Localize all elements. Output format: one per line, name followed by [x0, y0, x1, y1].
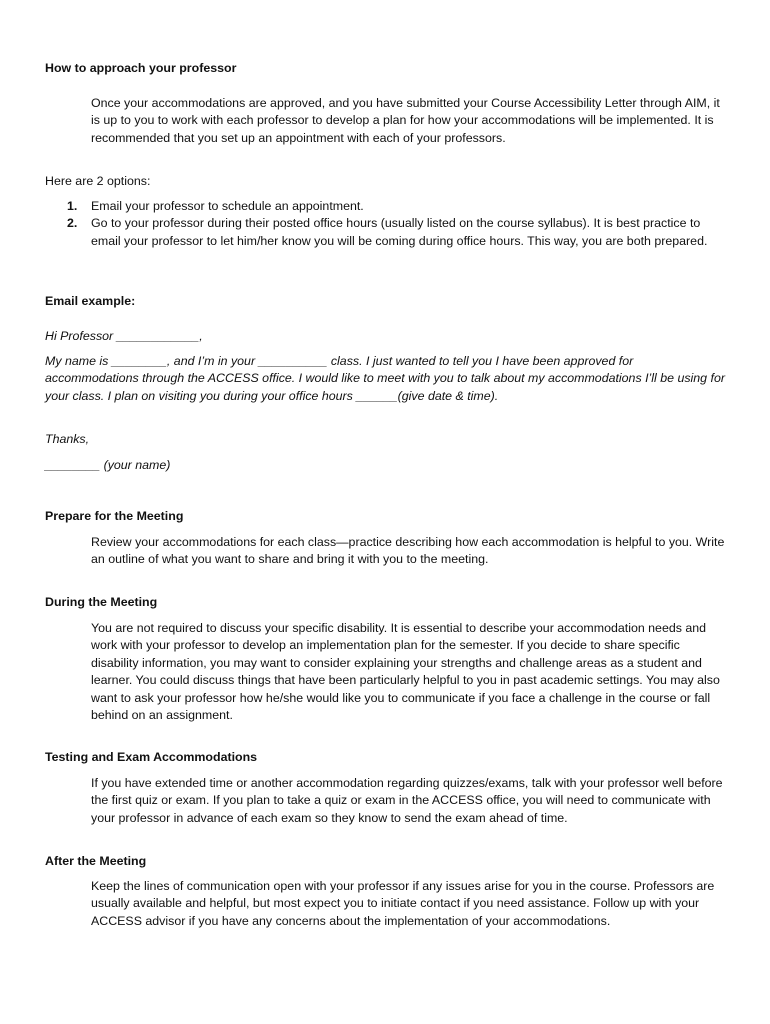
- option-text: Email your professor to schedule an appointment.: [91, 199, 364, 213]
- approach-intro: Once your accommodations are approved, and you have submitted your Course Accessibility Letter through AIM, it is up to you to work with each professor to develop a plan for how your accommodations will be implemented. It is recommended that you set up an appointment with each of your professors.: [91, 96, 720, 145]
- prepare-heading: Prepare for the Meeting: [45, 509, 184, 523]
- email-greeting: Hi Professor ____________,: [45, 329, 203, 343]
- after-text: Keep the lines of communication open with your professor if any issues arise for you in the course. Professors are usually available and helpful, but most expect you to initiate contact if you need assistance. Follow up with your ACCESS advisor if you have any concerns about the implementation of your accommodations.: [91, 879, 715, 928]
- email-body: My name is ________, and I’m in your __________ class. I just wanted to tell you I have been approved for accommodations through the ACCESS office. I would like to meet with you to talk about my accommodations I’ll be using for your class. I plan on visiting you during your office hours ______(give date & time).: [45, 354, 725, 403]
- during-heading: During the Meeting: [45, 595, 158, 609]
- testing-heading: Testing and Exam Accommodations: [45, 750, 258, 764]
- testing-text: If you have extended time or another accommodation regarding quizzes/exams, talk with your professor well before the first quiz or exam. If you plan to take a quiz or exam in the ACCESS office, you will need to communicate with your professor in advance of each exam so they know to send the exam ahead of time.: [91, 776, 723, 825]
- email-closing: Thanks,: [45, 432, 90, 446]
- email-signature: ________ (your name): [45, 458, 171, 472]
- prepare-text: Review your accommodations for each class—practice describing how each accommodation is helpful to you. Write an outline of what you want to share and bring it with you to the meeting.: [91, 535, 725, 567]
- approach-heading: How to approach your professor: [45, 61, 237, 75]
- email-heading: Email example:: [45, 294, 136, 308]
- after-heading: After the Meeting: [45, 854, 147, 868]
- option-number: 2.: [67, 216, 78, 231]
- option-number: 1.: [67, 199, 78, 213]
- options-intro: Here are 2 options:: [45, 174, 151, 188]
- during-text: You are not required to discuss your specific disability. It is essential to describe your accommodation needs and work with your professor to develop an implementation plan for the semester. If you decide to share specific disability information, you may want to consider explaining your strengths and challenge areas as a student and learner. You could discuss things that have been particularly helpful to you in past academic settings. You may also want to ask your professor how he/she would like you to communicate if you face a challenge in the course or fall behind on an assignment.: [91, 621, 720, 723]
- option-text: Go to your professor during their posted office hours (usually listed on the course syllabus). It is best practice to email your professor to let him/her know you will be coming during office hours. This way, you are both prepared.: [91, 216, 708, 248]
